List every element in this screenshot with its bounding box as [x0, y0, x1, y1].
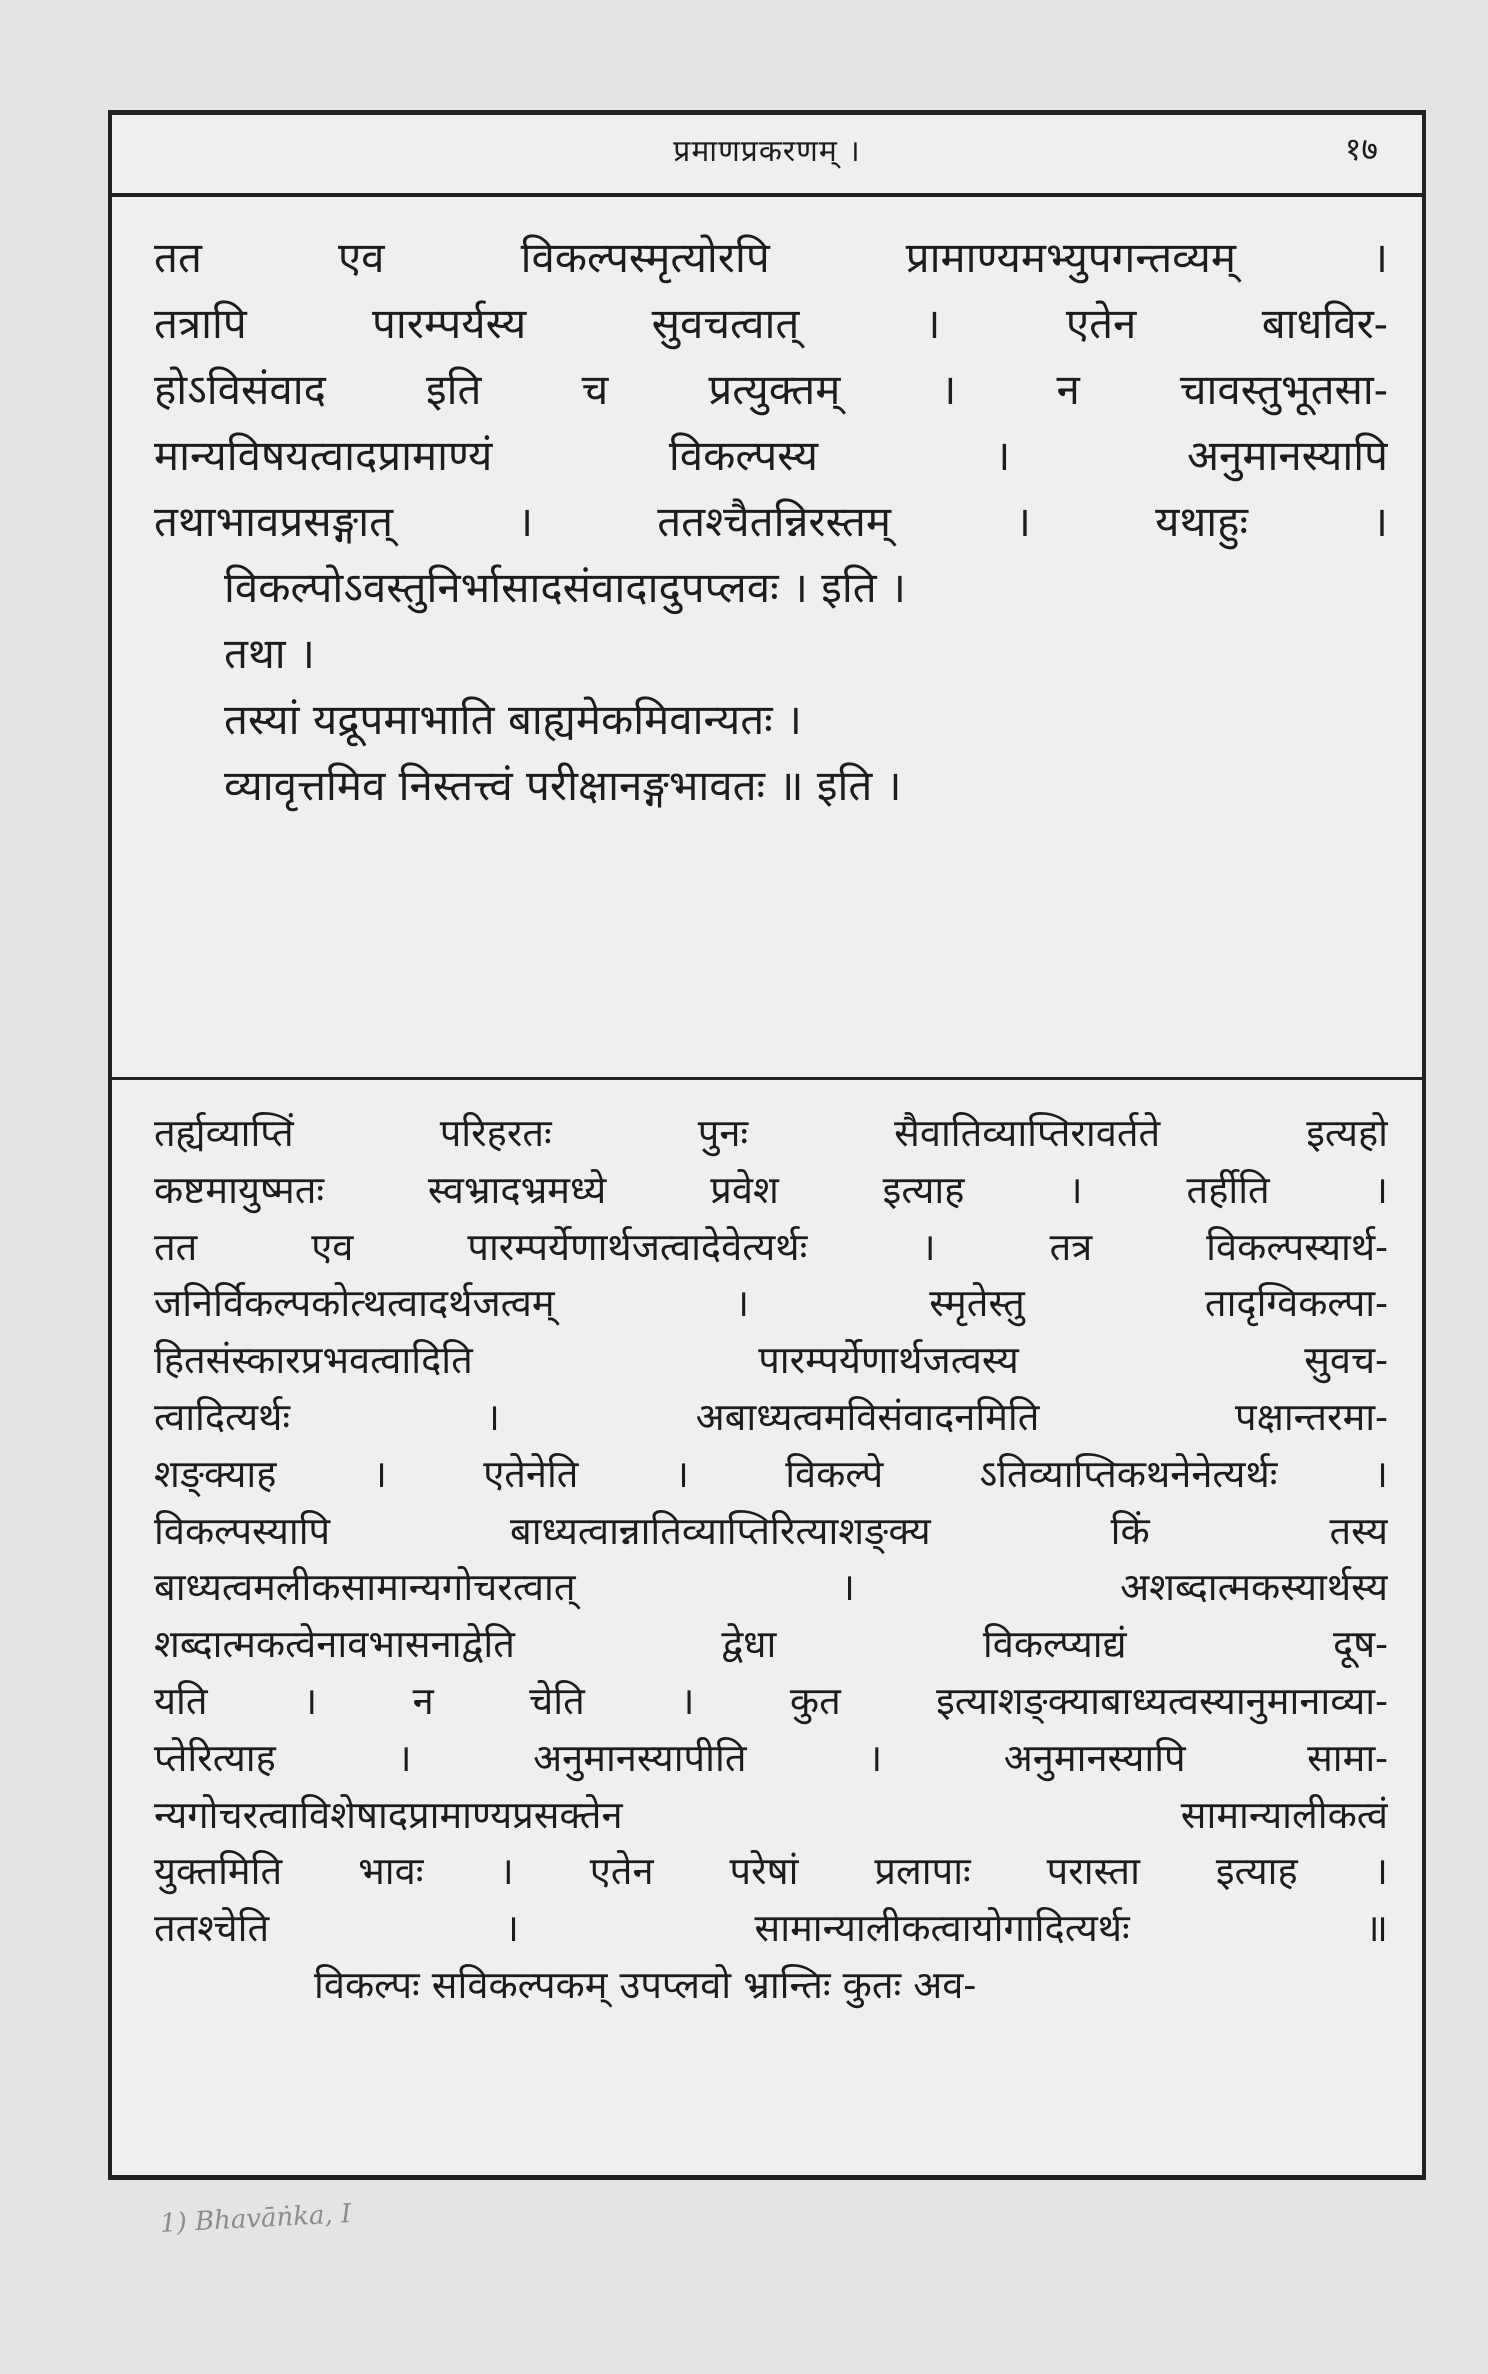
- root-text-line: तथाभावप्रसङ्गात् । ततश्चैतन्निरस्तम् । यथाहुः ।: [154, 497, 1388, 546]
- verse-line: तथा ।: [224, 629, 315, 678]
- section-divider: [112, 1077, 1422, 1080]
- root-text-block: [154, 225, 1388, 1055]
- commentary-line: न्यगोचरत्वाविशेषादप्रामाण्यप्रसक्तेन सामान्यालीकत्वं: [154, 1792, 1388, 1837]
- verse-line: व्यावृत्तमिव निस्तत्त्वं परीक्षानङ्गभावतः ॥ इति ।: [224, 761, 902, 810]
- root-text-line: तत्रापि पारम्पर्यस्य सुवचत्वात् । एतेन बाधविर-: [154, 299, 1388, 348]
- root-text-line: होऽविसंवाद इति च प्रत्युक्तम् । न चावस्तुभूतसा-: [154, 365, 1388, 414]
- commentary-line: विकल्पस्यापि बाध्यत्वान्नातिव्याप्तिरित्याशङ्क्य किं तस्य: [154, 1508, 1388, 1553]
- commentary-line: ततश्चेति । सामान्यालीकत्वायोगादित्यर्थः ॥: [154, 1906, 1388, 1951]
- commentary-line: शब्दात्मकत्वेनावभासनाद्वेति द्वेधा विकल्प्याद्यं दूष-: [154, 1622, 1388, 1667]
- commentary-line: कष्टमायुष्मतः स्वभ्रादभ्रमध्ये प्रवेश इत्याह । तर्हीति ।: [154, 1167, 1388, 1212]
- handwritten-margin-note: 1) Bhavāṅka, I: [159, 2199, 352, 2239]
- root-text-line: तत एव विकल्पस्मृत्योरपि प्रामाण्यमभ्युपगन्तव्यम् ।: [154, 233, 1388, 282]
- header-title: प्रमाणप्रकरणम् ।: [673, 134, 861, 169]
- commentary-block: [154, 1105, 1388, 2165]
- page-frame: [108, 110, 1426, 2180]
- root-text-line: मान्यविषयत्वादप्रामाण्यं विकल्पस्य । अनुमानस्यापि: [154, 431, 1388, 480]
- running-header: [112, 115, 1422, 197]
- page-number: १७: [1344, 130, 1378, 168]
- commentary-line: प्तेरित्याह । अनुमानस्यापीति । अनुमानस्यापि सामा-: [154, 1735, 1388, 1780]
- commentary-line: जनिर्विकल्पकोत्थत्वादर्थजत्वम् । स्मृतेस्तु तादृग्विकल्पा-: [154, 1281, 1388, 1326]
- commentary-line: त्वादित्यर्थः । अबाध्यत्वमविसंवादनमिति पक्षान्तरमा-: [154, 1394, 1388, 1439]
- commentary-line: शङ्क्याह । एतेनेति । विकल्पे ऽतिव्याप्तिकथनेनेत्यर्थः ।: [154, 1451, 1388, 1496]
- verse-line: विकल्पोऽवस्तुनिर्भासादसंवादादुपप्लवः । इति ।: [224, 563, 906, 612]
- commentary-line: बाध्यत्वमलीकसामान्यगोचरत्वात् । अशब्दात्मकस्यार्थस्य: [154, 1565, 1388, 1610]
- commentary-line: यति । न चेति । कुत इत्याशङ्क्याबाध्यत्वस्यानुमानाव्या-: [154, 1678, 1388, 1723]
- commentary-line: युक्तमिति भावः । एतेन परेषां प्रलापाः परास्ता इत्याह ।: [154, 1849, 1388, 1894]
- commentary-line: तर्ह्यव्याप्तिं परिहरतः पुनः सैवातिव्याप्तिरावर्तते इत्यहो: [154, 1111, 1388, 1155]
- commentary-line: विकल्पः सविकल्पकम् उपप्लवो भ्रान्तिः कुतः अव-: [314, 1962, 977, 2007]
- commentary-line: हितसंस्कारप्रभवत्वादिति पारम्पर्येणार्थजत्वस्य सुवच-: [154, 1338, 1388, 1383]
- commentary-line: तत एव पारम्पर्येणार्थजत्वादेवेत्यर्थः । तत्र विकल्पस्यार्थ-: [154, 1224, 1388, 1269]
- verse-line: तस्यां यद्रूपमाभाति बाह्यमेकमिवान्यतः ।: [224, 695, 802, 744]
